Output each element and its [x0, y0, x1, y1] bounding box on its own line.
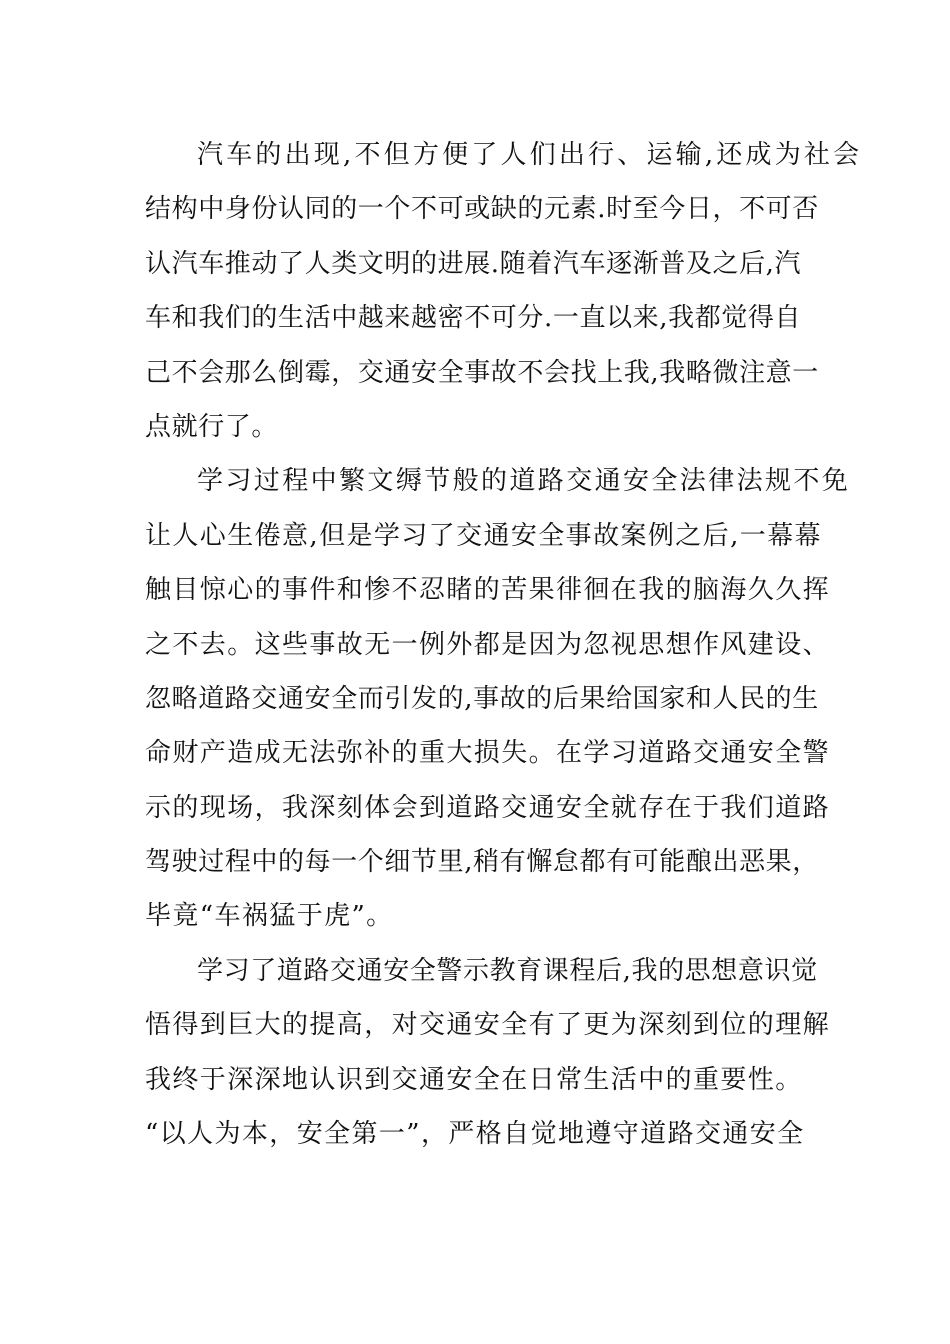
text-line: 示的现场，我深刻体会到道路交通安全就存在于我们道路: [145, 792, 831, 823]
text-line: 触目惊心的事件和惨不忍睹的苦果徘徊在我的脑海久久挥: [145, 575, 831, 606]
text-line: 命财产造成无法弥补的重大损失。在学习道路交通安全警: [145, 738, 831, 769]
text-line: 点就行了。: [145, 411, 279, 442]
paragraph-1: [145, 128, 863, 454]
text-line: 认汽车推动了人类文明的进展.随着汽车逐渐普及之后,汽: [145, 248, 802, 279]
text-line: 忽略道路交通安全而引发的,事故的后果给国家和人民的生: [145, 683, 819, 714]
text-line: 结构中身份认同的一个不可或缺的元素.时至今日，不可否: [145, 194, 819, 225]
text-line: 己不会那么倒霉，交通安全事故不会找上我,我略微注意一: [145, 357, 819, 388]
text-line: 让人心生倦意,但是学习了交通安全事故案例之后,一幕幕: [145, 520, 822, 551]
text-line: 之不去。这些事故无一例外都是因为忽视思想作风建设、: [145, 629, 831, 660]
text-line: 学习过程中繁文缛节般的道路交通安全法律法规不免: [197, 466, 851, 497]
text-line: 毕竟“车祸猛于虎”。: [145, 901, 394, 932]
text-line: 我终于深深地认识到交通安全在日常生活中的重要性。: [145, 1064, 803, 1095]
text-line: 汽车的出现,不但方便了人们出行、运输,还成为社会: [197, 140, 863, 170]
body-text: [145, 128, 863, 1161]
text-line: 驾驶过程中的每一个细节里,稍有懈怠都有可能酿出恶果，: [145, 847, 819, 878]
text-line: 学习了道路交通安全警示教育课程后,我的思想意识觉: [197, 955, 818, 986]
paragraph-3: [145, 944, 831, 1162]
text-line: 悟得到巨大的提高，对交通安全有了更为深刻到位的理解: [145, 1010, 831, 1041]
text-line: “以人为本，安全第一”，严格自觉地遵守道路交通安全: [145, 1119, 805, 1150]
text-line: 车和我们的生活中越来越密不可分.一直以来,我都觉得自: [145, 303, 802, 334]
paragraph-2: [145, 454, 851, 944]
